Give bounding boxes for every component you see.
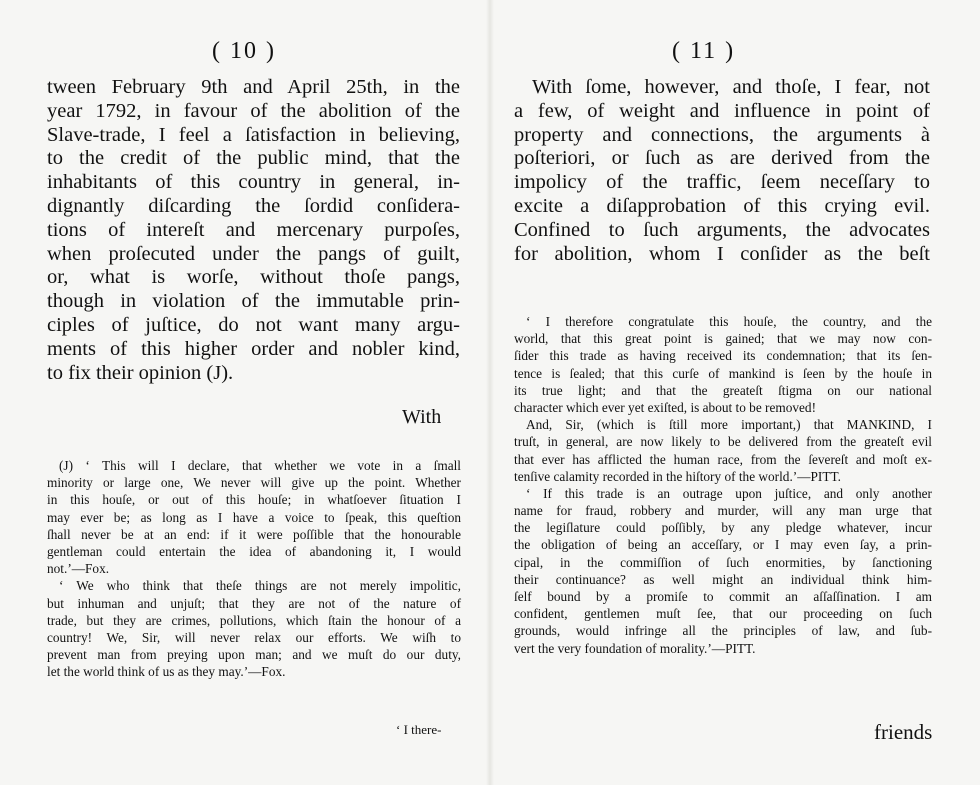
footnote-line: in this houſe, or out of this houſe; in whatſoever ſituation I — [47, 492, 461, 508]
footnote-line: trade, but they are crimes, pollutions, which ſtain the honour of a — [47, 612, 461, 628]
body-line: property and connections, the arguments à — [514, 123, 930, 146]
footnote-line: cipal, in the commiſſion of ſuch enormities, by ſanctioning — [514, 554, 932, 570]
body-line: though in violation of the immutable prin- — [47, 290, 460, 313]
body-line: year 1792, in favour of the abolition of the — [47, 99, 460, 122]
footnote-line: gentleman could entertain the idea of abandoning it, I would — [47, 543, 461, 559]
right-footnote — [514, 313, 932, 657]
footnote-line: character which ever yet exiſted, is about to be removed! — [514, 399, 817, 415]
right-page-number: ( 11 ) — [672, 38, 736, 64]
body-line: dignantly diſcarding the ſordid conſidera- — [47, 194, 460, 217]
footnote-line: ‘ We who think that theſe things are not merely impolitic, — [59, 578, 461, 594]
footnote-line: vert the very foundation of morality.’—PITT. — [514, 640, 756, 656]
body-line: tions of intereſt and mercenary purpoſes, — [47, 218, 460, 241]
footnote-line: the legiſlature could poſſibly, by any pledge whatever, incur — [514, 520, 932, 536]
left-body-text — [47, 76, 460, 385]
footnote-line: grounds, would infringe all the principles of law, and ſub- — [514, 623, 932, 639]
footnote-line: ‘ If this trade is an outrage upon juſtice, and only another — [526, 485, 932, 501]
body-line: for abolition, whom I conſider as the beſt — [514, 242, 930, 265]
body-line: poſteriori, or ſuch as are derived from the — [514, 147, 930, 170]
footnote-line: its true light; and that the greateſt ſtigma on our national — [514, 382, 932, 398]
footnote-line: ſhall never be at an end: if it were poſſible that the honourable — [47, 526, 461, 542]
footnote-line: truſt, in general, are now likely to be delivered from the greateſt evil — [514, 434, 932, 450]
body-line: tween February 9th and April 25th, in the — [47, 76, 460, 98]
footnote-line: minority or large one, We never will give up the point. Whether — [47, 475, 461, 491]
footnote-line: world, that this great point is gained; that we may now con- — [514, 331, 932, 347]
footnote-line: that ever has afflicted the human race, from the ſevereſt and moſt ex- — [514, 451, 932, 467]
footnote-line: (J) ‘ This will I declare, that whether we vote in a ſmall — [59, 458, 461, 473]
footnote-line: tenſive calamity recorded in the hiſtory of the world.’—PITT. — [514, 468, 841, 484]
body-line: a few, of weight and influence in point of — [514, 99, 930, 122]
body-line: impolicy of the traffic, ſeem neceſſary to — [514, 171, 930, 194]
footnote-line: not.’—Fox. — [47, 561, 110, 577]
body-line: Slave-trade, I feel a ſatisfaction in believing, — [47, 123, 460, 146]
footnote-line: let the world think of us as they may.’—Fox. — [47, 664, 286, 680]
footnote-line: prevent man from preying upon man; and we muſt do our duty, — [47, 647, 461, 663]
body-line: excite a diſapprobation of this crying evil. — [514, 194, 930, 217]
left-page-number: ( 10 ) — [212, 38, 276, 64]
body-line: ments of this higher order and nobler kind, — [47, 337, 460, 360]
body-line: ciples of juſtice, do not want many argu- — [47, 313, 460, 336]
right-catchword: friends — [874, 720, 933, 744]
right-body-text — [514, 76, 930, 266]
footnote-line: ſelf bound by a promiſe to commit an aſſaſſination. I am — [514, 589, 932, 604]
footnote-line: ſider this trade as having received its condemnation; that its ſen- — [514, 348, 932, 364]
left-footnote-catchword: ‘ I there- — [396, 722, 442, 737]
body-line: when proſecuted under the pangs of guilt, — [47, 242, 460, 265]
left-footnote — [47, 457, 461, 680]
body-line: With ſome, however, and thoſe, I fear, not — [532, 76, 930, 98]
footnote-line: the obligation of being an acceſſary, or I may even ſay, a prin- — [514, 537, 932, 553]
footnote-line: name for fraud, robbery and murder, will any man urge that — [514, 503, 932, 519]
body-line: to the credit of the public mind, that the — [47, 147, 460, 170]
left-catchword: With — [402, 406, 442, 428]
body-line: Confined to ſuch arguments, the advocates — [514, 218, 930, 241]
body-line: or, what is worſe, without thoſe pangs, — [47, 266, 460, 289]
footnote-line: may ever be; as long as I have a voice to ſpeak, this queſtion — [47, 509, 461, 525]
footnote-line: country! We, Sir, will never relax our efforts. We wiſh to — [47, 629, 461, 645]
body-line: to fix their opinion (J). — [47, 361, 234, 384]
footnote-line: And, Sir, (which is ſtill more important,) that MANKIND, I — [526, 417, 932, 433]
footnote-line: confident, gentlemen muſt ſee, that our proceeding on ſuch — [514, 606, 932, 622]
footnote-line: tence is ſealed; that this curſe of mankind is ſeen by the houſe in — [514, 365, 932, 381]
footnote-line: but inhuman and unjuſt; that they are not of the nature of — [47, 595, 461, 611]
footnote-line: their continuance? as well might an individual think him- — [514, 571, 932, 587]
body-line: inhabitants of this country in general, in- — [47, 171, 460, 194]
footnote-line: ‘ I therefore congratulate this houſe, the country, and the — [526, 314, 932, 329]
